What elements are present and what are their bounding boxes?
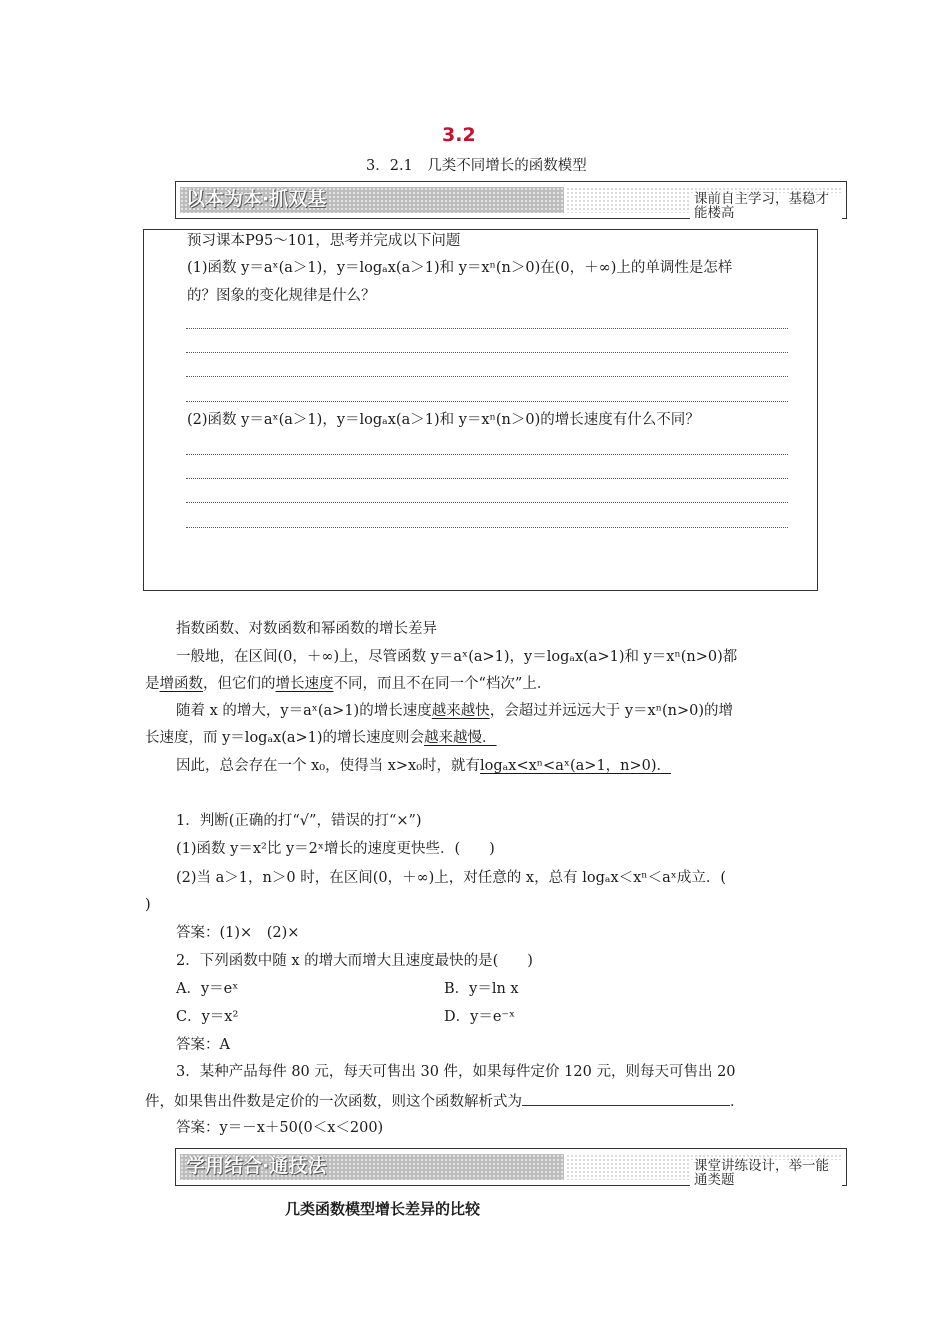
answer-line (186, 352, 788, 353)
banner-preview (175, 181, 847, 219)
banner-practice-label (180, 1154, 564, 1180)
banner-practice-slogan-text: 课堂讲练设计，举一能通类题 (690, 1160, 842, 1187)
knowledge-paragraph-1: 一般地，在区间(0，＋∞)上，尽管函数 y＝aˣ(a>1)，y＝logₐx(a>1)和 y＝xⁿ(n>0)都 (176, 649, 738, 665)
preview-box (143, 229, 818, 591)
exercise-1-item-1: (1)函数 y＝x²比 y＝2ˣ增长的速度更快些．( ) (176, 841, 495, 857)
preview-question-2: (2)函数 y＝aˣ(a＞1)，y＝logₐx(a＞1)和 y＝xⁿ(n＞0)的增长速度有什么不同？ (187, 412, 700, 428)
text: 长速度，而 y＝logₐx(a>1)的增长速度则会 (145, 730, 425, 746)
banner-practice-text: 学用结合·通技法 (186, 1155, 327, 1177)
exercise-2-title: 2．下列函数中随 x 的增大而增大且速度最快的是( ) (176, 953, 533, 969)
blank-answer-increasing-function: 增函数 (159, 676, 203, 692)
preview-question-1: (1)函数 y＝aˣ(a＞1)，y＝logₐx(a＞1)和 y＝xⁿ(n＞0)在(0，＋∞)上的单调性是怎样 (187, 260, 733, 276)
banner-practice (175, 1148, 847, 1186)
exercise-2-option-c: C．y＝x² (176, 1009, 239, 1025)
blank-answer-faster: 越来越快 (431, 703, 490, 719)
knowledge-paragraph-1-cont (145, 677, 551, 692)
text: 因此，总会存在一个 x₀，使得当 x>x₀时，就有 (176, 758, 481, 774)
text: ，会超过并远远大于 y＝xⁿ(n>0)的增 (489, 703, 733, 719)
banner-practice-slogan (566, 1154, 842, 1188)
exercise-2-answer: 答案：A (176, 1037, 230, 1053)
preview-question-1-cont: 的？图象的变化规律是什么？ (187, 288, 376, 304)
exercise-2-option-b: B．y＝ln x (444, 981, 519, 997)
exercise-3-answer: 答案：y＝－x＋50(0＜x＜200) (176, 1120, 384, 1136)
exercise-3-line-1: 3．某种产品每件 80 元，每天可售出 30 件，如果每件定价 120 元，则每天可售出 20 (176, 1064, 736, 1080)
section-number: 3.2 (442, 124, 476, 146)
answer-line (186, 328, 788, 329)
banner-preview-label (180, 187, 564, 213)
text: ，但它们的 (203, 676, 276, 692)
exercise-1-title: 1．判断(正确的打“√”，错误的打“×”) (176, 813, 422, 829)
exercise-3-line-2 (145, 1093, 745, 1110)
knowledge-heading: 指数函数、对数函数和幂函数的增长差异 (176, 621, 437, 637)
exercise-2-option-d: D．y＝e⁻ˣ (444, 1009, 516, 1025)
text: 不同，而且不在同一个“档次”上． (333, 676, 552, 692)
knowledge-paragraph-3 (176, 759, 671, 774)
answer-line (186, 478, 788, 479)
answer-line (186, 376, 788, 377)
knowledge-paragraph-2-cont (145, 731, 497, 746)
exercise-1-item-2-cont: ) (145, 897, 151, 913)
answer-line (186, 401, 788, 402)
answer-line (186, 527, 788, 528)
blank-answer-inequality: logₐx<xⁿ<aˣ(a>1，n>0)． (480, 758, 672, 774)
banner-preview-text: 以本为本·抓双基 (186, 188, 327, 210)
banner-preview-slogan-text: 课前自主学习，基稳才能楼高 (690, 193, 842, 220)
exercise-1-answer: 答案：(1)× (2)× (176, 925, 300, 941)
fill-in-blank[interactable] (522, 1093, 730, 1106)
text: 是 (145, 676, 160, 692)
answer-line (186, 502, 788, 503)
banner-preview-slogan (566, 187, 842, 221)
preview-intro: 预习课本P95～101，思考并完成以下问题 (187, 233, 461, 249)
exercise-2-option-a: A．y＝eˣ (176, 981, 239, 997)
section-heading: 几类函数模型增长差异的比较 (285, 1200, 481, 1218)
knowledge-paragraph-2 (176, 704, 733, 719)
text: 随着 x 的增大，y＝aˣ(a>1)的增长速度 (176, 703, 432, 719)
blank-answer-slower: 越来越慢． (424, 730, 497, 746)
lesson-subtitle: 3．2.1 几类不同增长的函数模型 (366, 158, 587, 174)
exercise-1-item-2: (2)当 a＞1，n＞0 时，在区间(0，＋∞)上，对任意的 x，总有 logₐx＜xⁿ＜aˣ成立．( (176, 870, 727, 886)
text: ． (730, 1094, 745, 1110)
blank-answer-growth-rate: 增长速度 (275, 676, 334, 692)
answer-line (186, 454, 788, 455)
text: 件，如果售出件数是定价的一次函数，则这个函数解析式为 (145, 1094, 522, 1110)
